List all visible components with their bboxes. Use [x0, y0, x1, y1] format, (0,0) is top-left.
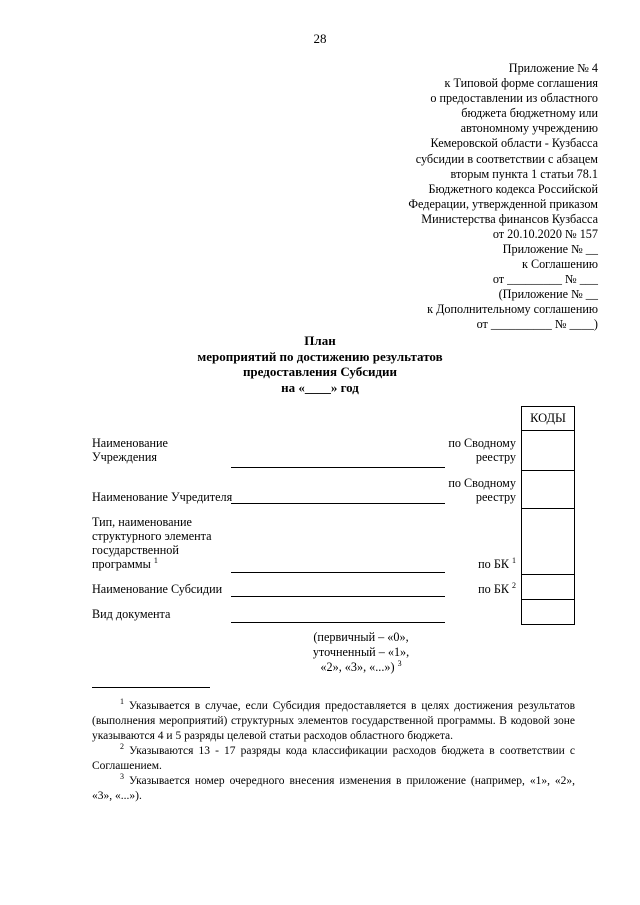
footnote-divider	[92, 687, 210, 688]
footnote-1	[92, 699, 575, 743]
subsidy-bk-label	[478, 582, 516, 596]
founder-underline[interactable]	[231, 503, 445, 504]
appendix-main-line: Министерства финансов Кузбасса	[421, 211, 598, 226]
appendix-agreement-line: к Соглашению	[521, 257, 598, 272]
code-cell-subsidy[interactable]	[521, 574, 575, 600]
registry-label-line: реестру	[475, 450, 516, 464]
institution-registry-label	[448, 436, 516, 464]
doc-note-line	[286, 660, 436, 675]
footnote-number: 1	[120, 697, 124, 707]
appendix-agreement-line: от _________ № ___	[492, 272, 598, 287]
appendix-main-line: бюджета бюджетному или	[461, 106, 598, 121]
code-cell-founder[interactable]	[521, 470, 575, 509]
bk-label-text: по БК	[478, 582, 509, 596]
plan-title	[0, 333, 640, 395]
program-label-text: программы	[92, 557, 151, 571]
institution-label-line: Наименование	[92, 436, 168, 450]
doc-type-underline[interactable]	[231, 622, 445, 623]
doc-type-note	[286, 630, 436, 675]
footnote-text: Указывается номер очередного внесения изменения в приложение (например, «1», «2», «3», «...»).	[92, 775, 575, 802]
footnote-text: Указывается в случае, если Субсидия предоставляется в целях достижения результатов (выполнения мероприятий) структурных элементов государственной программы. В кодовой зоне указываются 4 и 5 разряды целевой статьи расходов областного бюджета.	[92, 700, 576, 742]
appendix-main-line: Федерации, утвержденной приказом	[408, 196, 598, 211]
appendix-agreement-line: от __________ № ____)	[476, 317, 598, 332]
institution-underline[interactable]	[231, 467, 445, 468]
program-bk-label	[478, 557, 516, 571]
bk-label-text: по БК	[478, 557, 509, 571]
footnote-ref: 1	[512, 555, 516, 565]
appendix-main-line: от 20.10.2020 № 157	[492, 227, 598, 242]
code-cell-doc-type[interactable]	[521, 599, 575, 625]
appendix-main-line: Кемеровской области - Кузбасса	[430, 136, 598, 151]
institution-label-line: Учреждения	[92, 450, 157, 464]
program-type-label	[92, 515, 212, 571]
founder-registry-label	[448, 476, 516, 504]
footnote-ref: 3	[397, 658, 402, 668]
subsidy-underline[interactable]	[231, 596, 445, 597]
appendix-main-line: к Типовой форме соглашения	[444, 76, 598, 91]
appendix-agreement-line: (Приложение № __	[498, 287, 598, 302]
appendix-main-line: автономному учреждению	[460, 121, 598, 136]
institution-label	[92, 436, 168, 464]
appendix-main-line: субсидии в соответствии с абзацем	[415, 151, 598, 166]
footnote-text: Указываются 13 - 17 разряды кода классификации расходов бюджета в соответствии с Соглашением.	[92, 745, 575, 772]
registry-label-line: по Сводному	[448, 436, 516, 450]
footnote-3	[92, 774, 575, 804]
plan-title-line: План	[304, 333, 336, 348]
registry-label-line: реестру	[475, 490, 516, 504]
appendix-main-line: о предоставлении из областного	[430, 91, 598, 106]
footnote-number: 2	[120, 742, 124, 752]
program-label-line	[92, 557, 212, 571]
appendix-agreement-line: к Дополнительному соглашению	[427, 302, 598, 317]
footnote-ref: 1	[153, 555, 158, 565]
plan-title-line: на «____» год	[281, 379, 359, 395]
program-label-line: структурного элемента	[92, 529, 212, 543]
doc-note-line: (первичный – «0», уточненный – «1»,	[312, 630, 410, 659]
code-cell-program[interactable]	[521, 508, 575, 575]
appendix-main-block	[408, 61, 598, 242]
appendix-main-line: Приложение № 4	[508, 61, 598, 75]
plan-title-line: предоставления Субсидии	[242, 364, 398, 379]
founder-label: Наименование Учредителя	[92, 490, 233, 504]
program-label-line: Тип, наименование	[92, 515, 192, 529]
program-label-line: государственной	[92, 543, 179, 557]
doc-type-label: Вид документа	[92, 607, 171, 621]
doc-note-text: «2», «3», «...»)	[320, 660, 395, 674]
page-number: 28	[313, 31, 327, 46]
subsidy-label: Наименование Субсидии	[92, 582, 223, 596]
appendix-main-line: вторым пункта 1 статьи 78.1	[450, 166, 598, 181]
code-cell-institution[interactable]	[521, 430, 575, 471]
appendix-agreement-line: Приложение № __	[502, 242, 598, 256]
footnote-ref: 2	[512, 580, 516, 590]
footnote-number: 3	[120, 772, 124, 782]
footnote-2	[92, 744, 575, 774]
appendix-agreement-block	[427, 242, 598, 333]
appendix-main-line: Бюджетного кодекса Российской	[428, 181, 598, 196]
plan-title-line: мероприятий по достижению результатов	[197, 348, 443, 364]
program-underline[interactable]	[231, 572, 445, 573]
codes-header: КОДЫ	[521, 406, 575, 431]
registry-label-line: по Сводному	[448, 476, 516, 490]
